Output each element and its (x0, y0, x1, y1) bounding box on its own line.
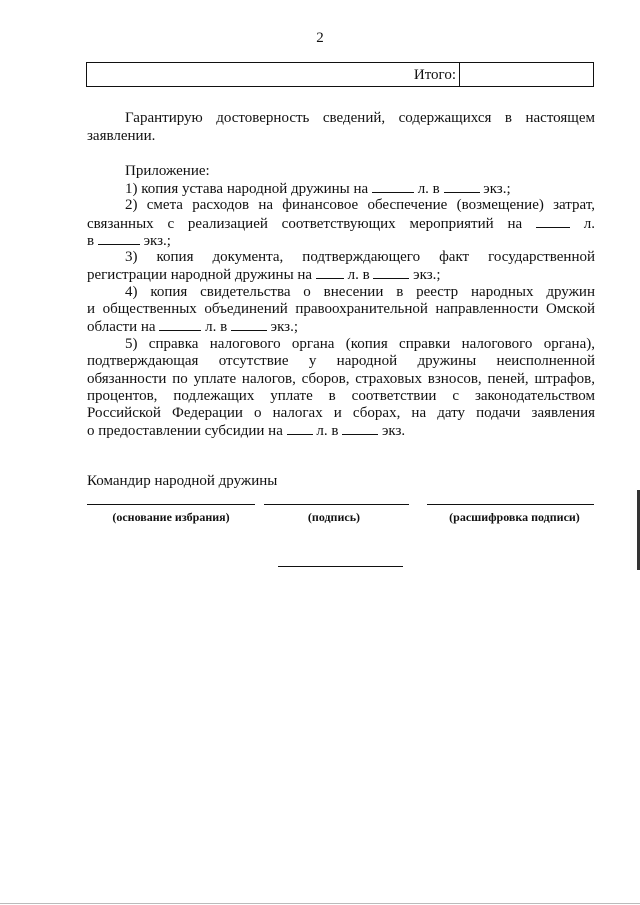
signature-caption: (подпись) (307, 510, 361, 524)
item-3-text: регистрации народной дружины на (87, 267, 313, 283)
item-1-copies-label: экз.; (483, 181, 511, 197)
total-divider (459, 63, 460, 86)
signature-line (264, 504, 409, 505)
decoding-caption: (расшифровка подписи) (449, 510, 580, 524)
item-5-text: о предоставлении субсидии на (87, 423, 283, 439)
item-4-pages-label: л. в (205, 319, 228, 335)
item-5-pages-label: л. в (316, 423, 339, 439)
appendix-item-2-line-2 (87, 215, 595, 234)
appendix-item-5-line-6 (87, 422, 595, 441)
basis-signature-line (87, 504, 255, 505)
appendix-title: Приложение: (125, 163, 210, 179)
center-line (278, 566, 403, 567)
total-label: Итого: (413, 67, 456, 83)
item-5-copies-label: экз. (381, 423, 406, 439)
appendix-item-5-line-3: обязанности по уплате налогов, сборов, страховых взносов, пеней, штрафов, (87, 371, 595, 387)
page-bottom-edge (0, 903, 640, 904)
pages-blank (159, 318, 201, 331)
appendix-item-5-line-5: Российской Федерации о налогах и сборах, на дату подачи заявления (87, 405, 595, 421)
appendix-item-5-line-2: подтверждающая отсутствие у народной дружины неисполненной (87, 353, 595, 369)
guarantee-statement: Гарантирую достоверность сведений, содержащихся в настоящем заявлении. (87, 110, 595, 144)
pages-blank (287, 422, 313, 435)
item-4-copies-label: экз.; (270, 319, 299, 335)
item-1-pages-label: л. в (417, 181, 440, 197)
appendix-item-1 (87, 180, 595, 199)
basis-caption: (основание избрания) (112, 510, 230, 524)
appendix-item-5-line-4: процентов, подлежащих уплате в соответствии с законодательством (87, 388, 595, 404)
appendix-item-4-line-1: 4) копия свидетельства о внесении в реестр народных дружин (125, 284, 595, 300)
copies-blank (231, 318, 267, 331)
item-3-pages-label: л. в (347, 267, 370, 283)
total-table (86, 62, 594, 87)
decoding-signature-line (427, 504, 594, 505)
appendix-item-3-line-1: 3) копия документа, подтверждающего факт государственной (125, 249, 595, 265)
pages-blank (372, 180, 414, 193)
pages-blank (536, 215, 570, 228)
appendix-item-2-line-1: 2) смета расходов на финансовое обеспечение (возмещение) затрат, (125, 197, 595, 213)
item-2-copies-label: экз.; (143, 233, 171, 249)
appendix-item-4-line-3 (87, 318, 595, 337)
appendix-item-2-line-3 (87, 232, 595, 251)
appendix-item-3-line-2 (87, 266, 595, 285)
commander-label: Командир народной дружины (87, 473, 278, 489)
copies-blank (373, 266, 409, 279)
page-number: 2 (316, 30, 324, 46)
item-4-text: области на (87, 319, 156, 335)
item-2-pages-label: л. (583, 216, 596, 232)
copies-blank (342, 422, 378, 435)
copies-blank (98, 232, 140, 245)
item-3-copies-label: экз.; (413, 267, 441, 283)
item-2-in-label: в (87, 233, 95, 249)
copies-blank (444, 180, 480, 193)
item-1-text: 1) копия устава народной дружины на (125, 181, 369, 197)
pages-blank (316, 266, 344, 279)
item-2-text: связанных с реализацией соответствующих мероприятий на (87, 216, 523, 232)
appendix-item-5-line-1: 5) справка налогового органа (копия справки налогового органа), (125, 336, 595, 352)
appendix-item-4-line-2: и общественных объединений правоохранительной направленности Омской (87, 301, 595, 317)
